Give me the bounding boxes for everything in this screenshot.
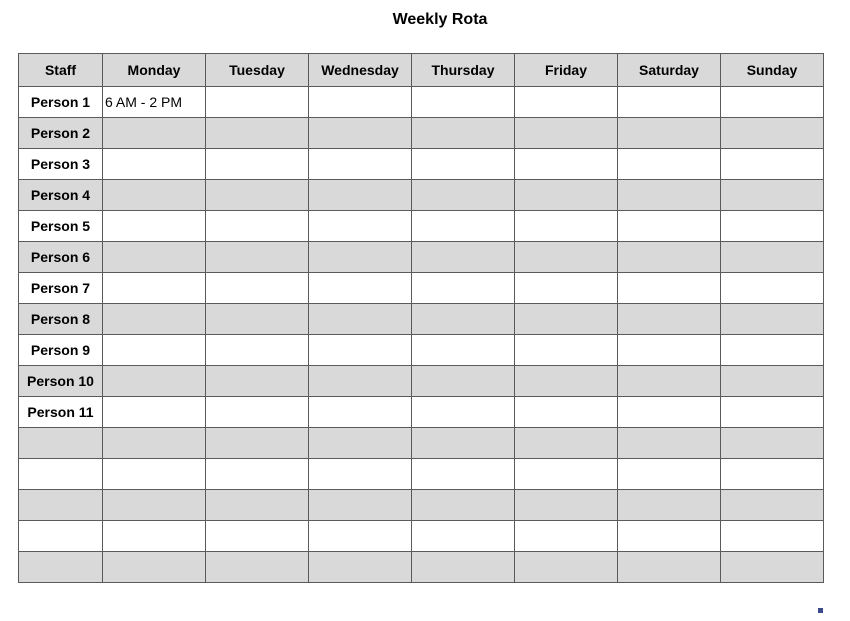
table-row bbox=[19, 273, 824, 304]
shift-cell[interactable] bbox=[206, 273, 309, 304]
shift-cell[interactable] bbox=[721, 180, 824, 211]
shift-cell[interactable] bbox=[618, 87, 721, 118]
shift-cell[interactable] bbox=[412, 304, 515, 335]
shift-cell[interactable] bbox=[206, 459, 309, 490]
shift-cell[interactable] bbox=[412, 490, 515, 521]
shift-cell[interactable] bbox=[206, 211, 309, 242]
shift-cell[interactable] bbox=[515, 304, 618, 335]
rota-table bbox=[18, 53, 824, 583]
shift-cell[interactable] bbox=[618, 118, 721, 149]
shift-cell[interactable] bbox=[103, 242, 206, 273]
shift-cell[interactable] bbox=[618, 552, 721, 583]
shift-cell[interactable] bbox=[515, 397, 618, 428]
shift-cell[interactable] bbox=[412, 273, 515, 304]
table-row bbox=[19, 149, 824, 180]
header-wednesday: Wednesday bbox=[309, 54, 412, 87]
shift-cell[interactable] bbox=[721, 304, 824, 335]
shift-cell[interactable] bbox=[618, 304, 721, 335]
shift-cell[interactable] bbox=[412, 366, 515, 397]
shift-cell[interactable] bbox=[721, 490, 824, 521]
table-row bbox=[19, 118, 824, 149]
shift-cell[interactable] bbox=[103, 118, 206, 149]
shift-cell[interactable] bbox=[206, 335, 309, 366]
shift-cell[interactable] bbox=[412, 521, 515, 552]
table-row bbox=[19, 242, 824, 273]
staff-name-cell[interactable] bbox=[19, 552, 103, 583]
header-saturday: Saturday bbox=[618, 54, 721, 87]
shift-cell[interactable] bbox=[103, 211, 206, 242]
shift-cell[interactable] bbox=[515, 552, 618, 583]
shift-cell[interactable] bbox=[206, 521, 309, 552]
shift-cell[interactable] bbox=[206, 428, 309, 459]
shift-cell[interactable] bbox=[412, 149, 515, 180]
table-row bbox=[19, 490, 824, 521]
staff-name-cell[interactable]: Person 11 bbox=[19, 397, 103, 428]
shift-cell[interactable] bbox=[721, 397, 824, 428]
shift-cell[interactable] bbox=[206, 118, 309, 149]
shift-cell[interactable] bbox=[412, 87, 515, 118]
shift-cell[interactable] bbox=[618, 459, 721, 490]
shift-cell[interactable] bbox=[515, 211, 618, 242]
shift-cell[interactable] bbox=[515, 118, 618, 149]
header-monday: Monday bbox=[103, 54, 206, 87]
table-row bbox=[19, 335, 824, 366]
staff-name-cell[interactable]: Person 3 bbox=[19, 149, 103, 180]
shift-cell[interactable] bbox=[206, 552, 309, 583]
shift-cell[interactable] bbox=[309, 304, 412, 335]
staff-name-cell[interactable]: Person 9 bbox=[19, 335, 103, 366]
shift-cell[interactable] bbox=[618, 149, 721, 180]
shift-cell[interactable] bbox=[206, 87, 309, 118]
staff-name-cell[interactable]: Person 8 bbox=[19, 304, 103, 335]
table-row bbox=[19, 211, 824, 242]
shift-cell[interactable] bbox=[721, 428, 824, 459]
shift-cell[interactable] bbox=[206, 490, 309, 521]
shift-cell[interactable] bbox=[721, 87, 824, 118]
shift-cell[interactable] bbox=[309, 118, 412, 149]
shift-cell[interactable] bbox=[721, 242, 824, 273]
shift-cell[interactable] bbox=[618, 242, 721, 273]
shift-cell[interactable] bbox=[721, 149, 824, 180]
shift-cell[interactable] bbox=[618, 490, 721, 521]
shift-cell[interactable] bbox=[618, 273, 721, 304]
shift-cell[interactable] bbox=[309, 273, 412, 304]
table-row bbox=[19, 87, 824, 118]
shift-cell[interactable] bbox=[721, 273, 824, 304]
shift-cell[interactable] bbox=[412, 118, 515, 149]
shift-cell[interactable] bbox=[721, 521, 824, 552]
shift-cell[interactable] bbox=[721, 459, 824, 490]
shift-cell[interactable] bbox=[206, 149, 309, 180]
shift-cell[interactable] bbox=[206, 397, 309, 428]
shift-cell[interactable] bbox=[412, 180, 515, 211]
fill-handle[interactable] bbox=[818, 608, 823, 613]
page-title: Weekly Rota bbox=[392, 11, 488, 28]
shift-cell[interactable] bbox=[309, 521, 412, 552]
shift-cell[interactable] bbox=[412, 211, 515, 242]
shift-cell[interactable] bbox=[618, 211, 721, 242]
shift-cell[interactable] bbox=[103, 552, 206, 583]
shift-cell[interactable] bbox=[103, 366, 206, 397]
shift-cell[interactable] bbox=[309, 180, 412, 211]
shift-cell[interactable] bbox=[412, 459, 515, 490]
shift-cell[interactable] bbox=[618, 521, 721, 552]
shift-cell[interactable] bbox=[515, 490, 618, 521]
staff-name-cell[interactable] bbox=[19, 428, 103, 459]
staff-name-cell[interactable]: Person 1 bbox=[19, 87, 103, 118]
shift-cell[interactable] bbox=[618, 397, 721, 428]
shift-cell[interactable] bbox=[515, 273, 618, 304]
shift-cell[interactable] bbox=[618, 335, 721, 366]
shift-cell[interactable] bbox=[721, 552, 824, 583]
shift-cell[interactable] bbox=[103, 521, 206, 552]
table-row bbox=[19, 366, 824, 397]
shift-cell[interactable] bbox=[515, 335, 618, 366]
shift-cell[interactable] bbox=[103, 273, 206, 304]
shift-cell[interactable] bbox=[309, 397, 412, 428]
shift-cell[interactable] bbox=[309, 211, 412, 242]
shift-cell[interactable] bbox=[515, 366, 618, 397]
shift-cell[interactable] bbox=[721, 211, 824, 242]
header-row bbox=[19, 54, 824, 87]
shift-cell[interactable] bbox=[206, 366, 309, 397]
shift-cell[interactable] bbox=[103, 490, 206, 521]
shift-cell[interactable] bbox=[309, 459, 412, 490]
shift-cell[interactable] bbox=[103, 335, 206, 366]
shift-cell[interactable] bbox=[103, 180, 206, 211]
staff-name-cell[interactable]: Person 10 bbox=[19, 366, 103, 397]
shift-cell[interactable] bbox=[309, 149, 412, 180]
staff-name-cell[interactable]: Person 2 bbox=[19, 118, 103, 149]
shift-cell[interactable] bbox=[412, 335, 515, 366]
shift-cell[interactable] bbox=[515, 242, 618, 273]
shift-cell[interactable] bbox=[618, 366, 721, 397]
header-friday: Friday bbox=[515, 54, 618, 87]
shift-cell[interactable]: 6 AM - 2 PM bbox=[103, 87, 206, 118]
shift-cell[interactable] bbox=[515, 149, 618, 180]
shift-cell[interactable] bbox=[206, 304, 309, 335]
shift-cell[interactable] bbox=[618, 428, 721, 459]
header-sunday: Sunday bbox=[721, 54, 824, 87]
shift-cell[interactable] bbox=[309, 335, 412, 366]
shift-cell[interactable] bbox=[412, 397, 515, 428]
table-row bbox=[19, 397, 824, 428]
staff-name-cell[interactable]: Person 5 bbox=[19, 211, 103, 242]
header-thursday: Thursday bbox=[412, 54, 515, 87]
shift-cell[interactable] bbox=[309, 552, 412, 583]
shift-cell[interactable] bbox=[515, 459, 618, 490]
shift-cell[interactable] bbox=[103, 304, 206, 335]
shift-cell[interactable] bbox=[721, 335, 824, 366]
staff-name-cell[interactable] bbox=[19, 490, 103, 521]
shift-cell[interactable] bbox=[206, 242, 309, 273]
shift-cell[interactable] bbox=[515, 180, 618, 211]
shift-cell[interactable] bbox=[721, 118, 824, 149]
shift-cell[interactable] bbox=[103, 459, 206, 490]
table-row bbox=[19, 521, 824, 552]
header-staff: Staff bbox=[19, 54, 103, 87]
shift-cell[interactable] bbox=[515, 87, 618, 118]
shift-cell[interactable] bbox=[103, 428, 206, 459]
table-row bbox=[19, 428, 824, 459]
shift-cell[interactable] bbox=[309, 87, 412, 118]
shift-cell[interactable] bbox=[103, 397, 206, 428]
shift-cell[interactable] bbox=[309, 428, 412, 459]
shift-cell[interactable] bbox=[618, 180, 721, 211]
shift-cell[interactable] bbox=[206, 180, 309, 211]
shift-cell[interactable] bbox=[412, 552, 515, 583]
staff-name-cell[interactable]: Person 6 bbox=[19, 242, 103, 273]
shift-cell[interactable] bbox=[103, 149, 206, 180]
staff-name-cell[interactable] bbox=[19, 459, 103, 490]
shift-cell[interactable] bbox=[412, 428, 515, 459]
shift-cell[interactable] bbox=[309, 490, 412, 521]
shift-cell[interactable] bbox=[515, 428, 618, 459]
shift-cell[interactable] bbox=[515, 521, 618, 552]
shift-cell[interactable] bbox=[309, 242, 412, 273]
table-row bbox=[19, 304, 824, 335]
header-tuesday: Tuesday bbox=[206, 54, 309, 87]
shift-cell[interactable] bbox=[412, 242, 515, 273]
table-row bbox=[19, 459, 824, 490]
shift-cell[interactable] bbox=[721, 366, 824, 397]
table-row bbox=[19, 552, 824, 583]
shift-cell[interactable] bbox=[309, 366, 412, 397]
table-row bbox=[19, 180, 824, 211]
staff-name-cell[interactable] bbox=[19, 521, 103, 552]
staff-name-cell[interactable]: Person 7 bbox=[19, 273, 103, 304]
staff-name-cell[interactable]: Person 4 bbox=[19, 180, 103, 211]
